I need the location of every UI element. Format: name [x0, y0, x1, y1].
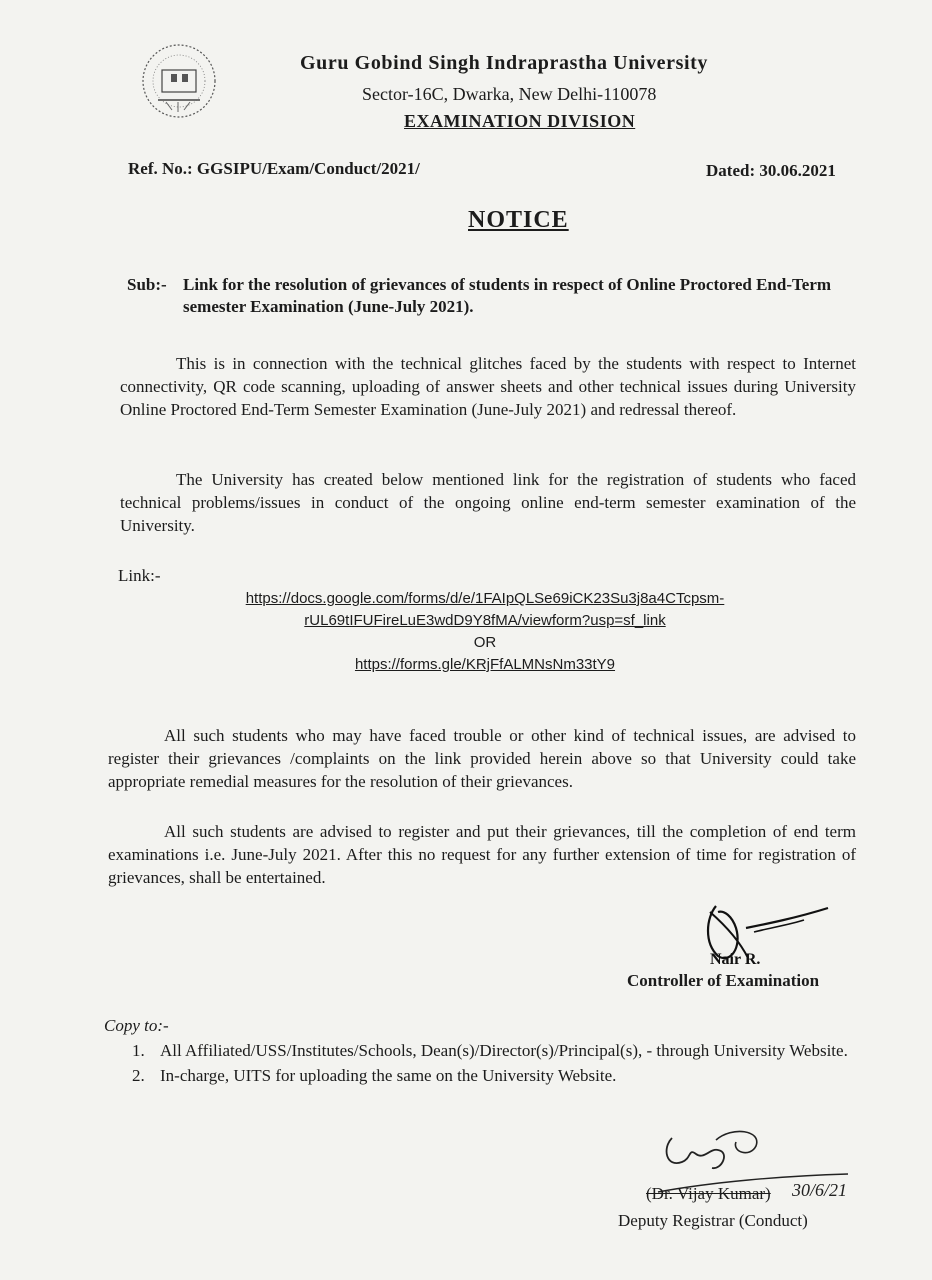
deputy-registrar-name: (Dr. Vijay Kumar) — [646, 1184, 771, 1203]
university-logo-icon — [138, 40, 220, 122]
copy-to-list — [132, 1040, 872, 1090]
list-item: 1. All Affiliated/USS/Institutes/Schools, Dean(s)/Director(s)/Principal(s), - through University Website. — [132, 1041, 848, 1060]
google-form-link-line2[interactable]: rUL69tIFUFireLuE3wdD9Y8fMA/viewform?usp=sf_link — [304, 612, 666, 629]
handwritten-date: 30/6/21 — [792, 1180, 848, 1200]
list-item: 2. In-charge, UITS for uploading the same on the University Website. — [132, 1066, 617, 1085]
paragraph-3: All such students who may have faced trouble or other kind of technical issues, are advised to register their grievances /complaints on the link provided herein above so that University could take appropriate remedial measures for the resolution of their grievances. — [108, 726, 856, 791]
notice-date: Dated: 30.06.2021 — [706, 161, 836, 180]
short-form-link[interactable]: https://forms.gle/KRjFfALMNsNm33tY9 — [354, 656, 616, 673]
university-address: Sector-16C, Dwarka, New Delhi-110078 — [362, 84, 657, 104]
paragraph-2: The University has created below mentioned link for the registration of students who faced technical problems/issues in conduct of the ongoing online end-term semester examination of the University. — [120, 470, 856, 535]
university-name: Guru Gobind Singh Indraprastha University — [300, 52, 709, 74]
paragraph-4: All such students are advised to register and put their grievances, till the completion of end term examinations i.e. June-July 2021. After this no request for any further extension of time for registration of grievances, shall be entertained. — [108, 822, 856, 887]
division-title: EXAMINATION DIVISION — [404, 111, 636, 131]
link-label: Link:- — [118, 566, 161, 585]
controller-signature — [696, 898, 836, 968]
subject-label: Sub:- — [127, 275, 167, 294]
google-form-link-line1[interactable]: https://docs.google.com/forms/d/e/1FAIpQLSe69iCK23Su3j8a4CTcpsm- — [245, 590, 725, 607]
copy-to-label: Copy to:- — [104, 1016, 169, 1035]
controller-initials: Nair R. — [710, 951, 761, 968]
or-separator: OR — [473, 634, 497, 651]
paragraph-1: This is in connection with the technical glitches faced by the students with respect to Internet connectivity, QR code scanning, uploading of answer sheets and other technical issues during University Online Proctored End-Term Semester Examination (June-July 2021) and redressal thereof. — [120, 354, 856, 419]
subject-text: Link for the resolution of grievances of students in respect of Online Proctored End-Term semester Examination (June-July 2021). — [183, 275, 832, 316]
links-block — [150, 588, 820, 676]
notice-title: NOTICE — [468, 207, 569, 233]
deputy-registrar-designation: Deputy Registrar (Conduct) — [618, 1211, 808, 1230]
controller-designation: Controller of Examination — [627, 971, 820, 990]
reference-number: Ref. No.: GGSIPU/Exam/Conduct/2021/ — [128, 159, 420, 178]
